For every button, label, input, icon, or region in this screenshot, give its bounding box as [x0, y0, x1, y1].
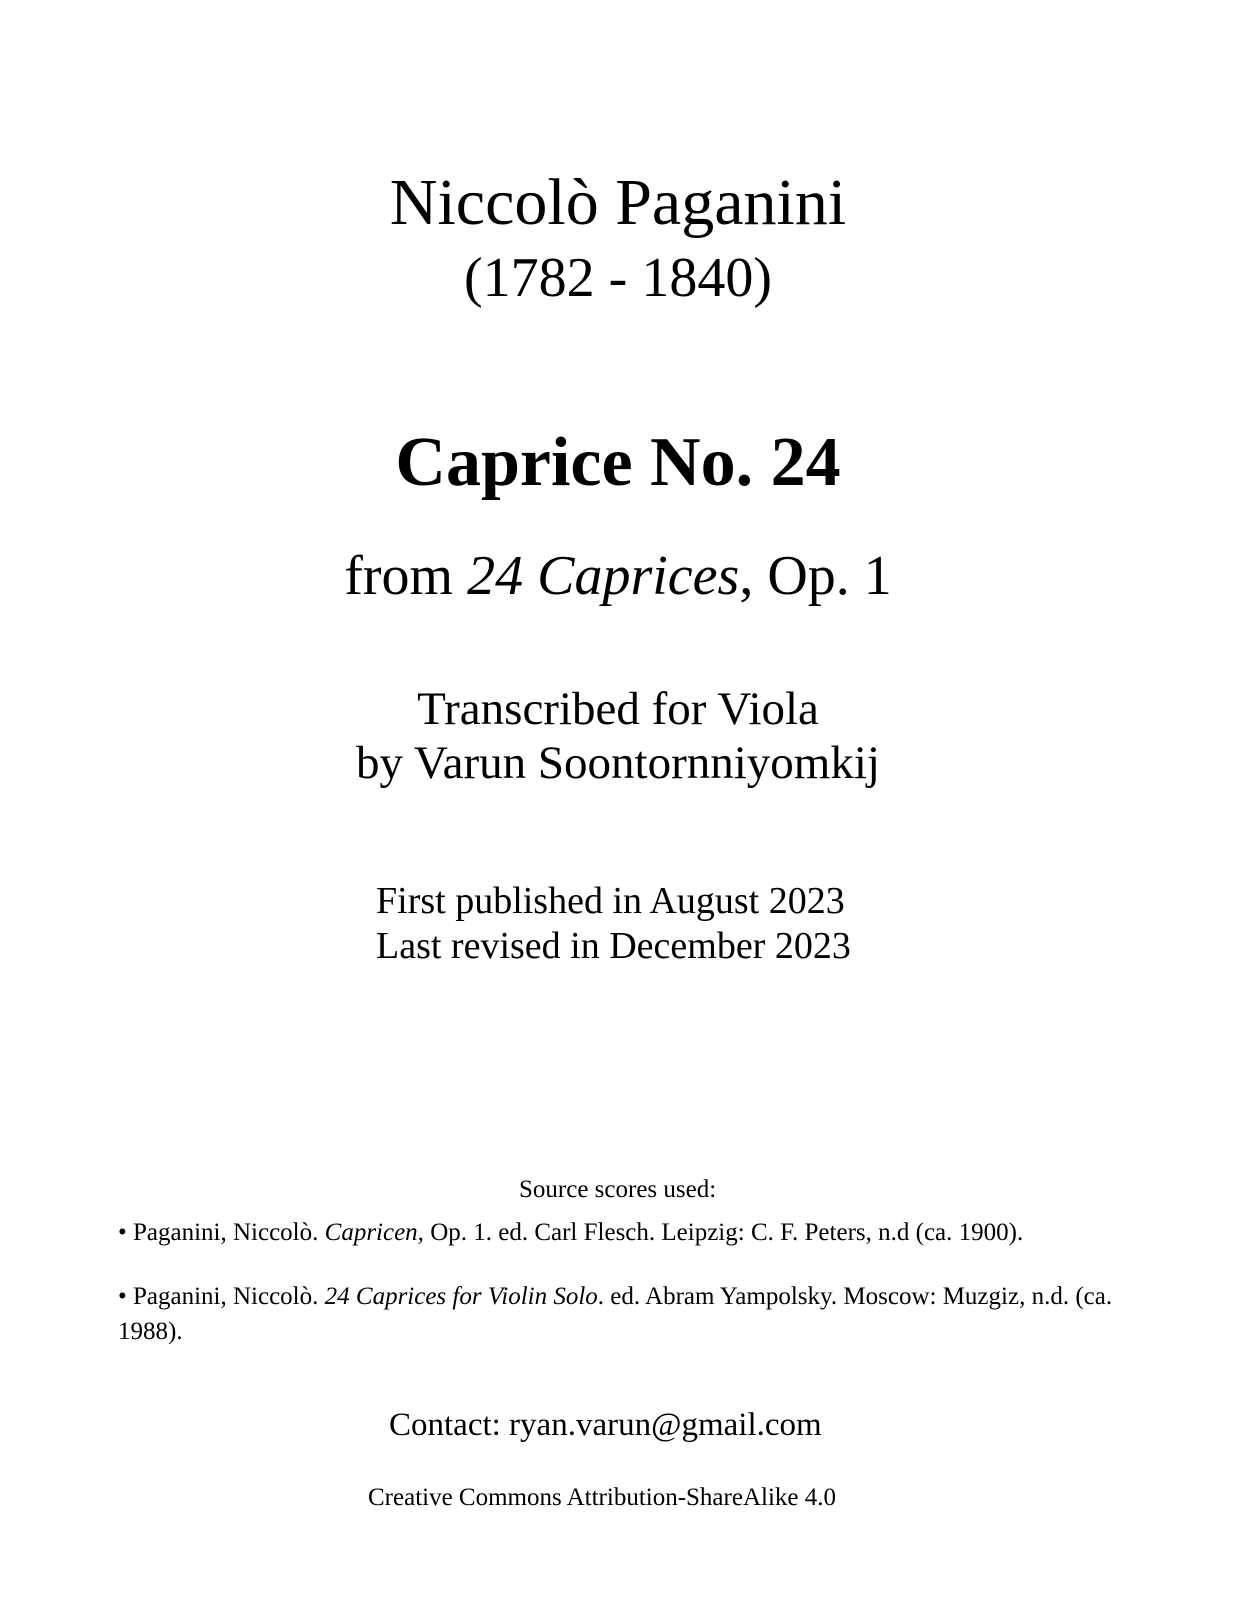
sources-heading: Source scores used:: [519, 1176, 717, 1203]
source-details: Op. 1. ed. Carl Flesch. Leipzig: C. F. Peters, n.d (ca. 1900).: [423, 1219, 1024, 1246]
contact-line: Contact: ryan.varun@gmail.com: [389, 1407, 822, 1443]
transcriber-line: by Varun Soontornniyomkij: [356, 737, 880, 789]
work-subtitle: [0, 545, 1236, 607]
first-published: First published in August 2023: [376, 880, 845, 922]
composer-dates: (1782 - 1840): [464, 247, 772, 309]
source-author: • Paganini, Niccolò.: [118, 1283, 325, 1310]
subtitle-suffix: , Op. 1: [739, 545, 892, 607]
source-details: . ed. Abram Yampolsky. Moscow: Muzgiz, n.d. (ca. 1988).: [118, 1283, 1113, 1345]
subtitle-prefix: from: [344, 545, 468, 607]
source-title: 24 Caprices for Violin Solo: [324, 1283, 598, 1310]
last-revised: Last revised in December 2023: [376, 925, 851, 967]
work-title: Caprice No. 24: [395, 424, 841, 501]
source-item: [118, 1215, 1138, 1250]
source-author: • Paganini, Niccolò.: [118, 1219, 325, 1246]
license-line: Creative Commons Attribution-ShareAlike 4.0: [368, 1484, 836, 1511]
source-item: [118, 1279, 1138, 1349]
transcription-line: Transcribed for Viola: [417, 683, 819, 735]
subtitle-collection: 24 Caprices: [467, 545, 740, 607]
composer-name: Niccolò Paganini: [389, 166, 847, 239]
source-title: Capricen,: [324, 1219, 424, 1246]
